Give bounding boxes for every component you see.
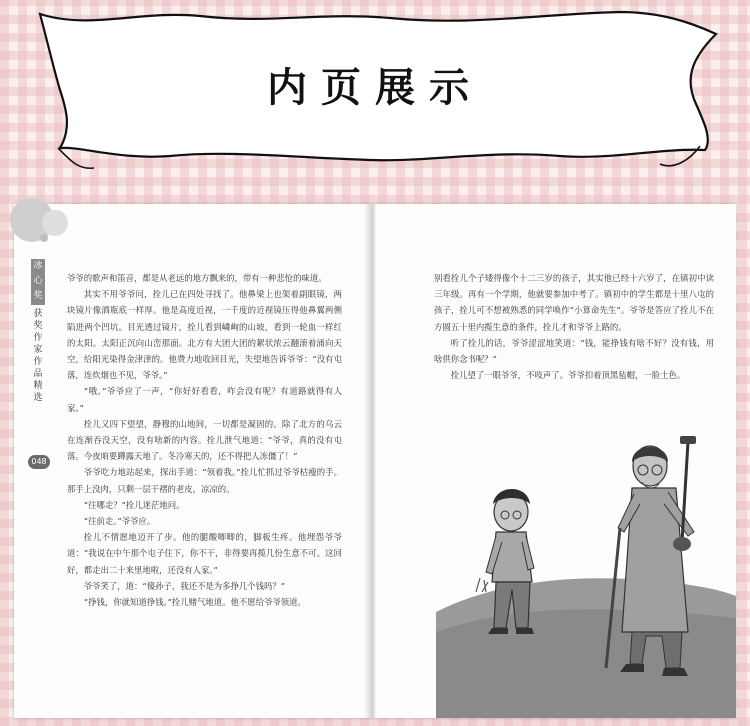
paragraph: 爷爷笑了，道：“傻孙子，我还不是为多挣几个钱吗？” bbox=[83, 580, 285, 591]
paragraph: 爷爷吃力地站起来，探出手道：“领着我。”拴儿忙抓过爷爷枯瘦的手。那手上没肉，只剩一层干褶的老皮，凉凉的。 bbox=[67, 467, 342, 494]
decor-dot bbox=[40, 234, 48, 242]
decor-circle bbox=[42, 210, 68, 236]
paragraph: 听了拴儿的话，爷爷涩涩地笑道：“钱，能挣钱有啥不好？没有钱，用啥供你念书呢？” bbox=[434, 337, 714, 365]
book-spread bbox=[14, 204, 736, 718]
series-name: 获奖作家作品精选 bbox=[33, 309, 43, 403]
banner bbox=[0, 0, 750, 190]
paragraph: 拴儿又四下望望，静穆的山地间，一切都是凝固的。除了北方的乌云在连渐吞没天空，没有啥新的内容。拴儿泄气地道：“爷爷，真的没有屯落。今夜咱要蹲露天地了。冬冷寒天的，还不得把人冻僵了！” bbox=[67, 418, 342, 462]
paragraph: “往哪走？”拴儿迷茫地问。 bbox=[83, 499, 185, 510]
paragraph: 别看拴儿个子矮得像个十二三岁的孩子，其实他已经十六岁了，在镇初中读三年级。再有一个学期，他就要参加中考了。镇初中的学生都是十里八屯的孩子，拴儿可不想被熟悉的同学唤作“小算命先生”。爷爷是答应了拴儿不在方圆五十里内揽生意的条件，拴儿才和爷爷上路的。 bbox=[434, 273, 714, 332]
story-illustration bbox=[436, 432, 736, 718]
paragraph: 拴儿望了一眼爷爷，不吱声了。爷爷扣着顶黑毡帽，一脸土色。 bbox=[450, 370, 686, 381]
paragraph: 拴儿不情愿地迈开了步。他的腿酸唧唧的，脚板生疼。他埋怨爷爷道：“我说在中午那个屯子住下，你不干，非得要再揽几份生意不可。这回好，都走出二十来里地啦，还没有人家。” bbox=[67, 532, 342, 575]
series-badge: 冰心奖 bbox=[31, 259, 45, 305]
paragraph: 其实不用爷爷问，拴儿已在四处寻找了。他鼻梁上也架着副眼镜，两块镜片像酒瓶底一样厚。他是高度近视，一千度的近视镜压得他鼻翼两侧陷进两个凹坑。目光透过镜片，拴儿看到嶙峋的山坡，看到一轮血一样红的太阳。太阳正沉向山峦那面。北方有大团大团的絮状浓云翻滚着涌向天空，给阳光染得金津津的。他费力地收回目光，失望地告诉爷爷：“没有屯落，连炊烟也不见，爷爷。” bbox=[67, 289, 342, 381]
paragraph: “往前走。”爷爷应。 bbox=[83, 516, 156, 527]
paragraph: “挣钱，你就知道挣钱。”拴儿赌气地道。他不愿给爷爷领道。 bbox=[83, 597, 306, 608]
left-page bbox=[14, 204, 372, 718]
page-number: 048 bbox=[28, 455, 50, 469]
paragraph: “哦。”爷爷应了一声，“你好好看看，咋会没有呢？有道路就得有人家。” bbox=[67, 386, 342, 413]
left-body-text bbox=[67, 270, 342, 610]
right-body-text bbox=[434, 270, 714, 383]
banner-title: 内页展示 bbox=[267, 64, 483, 111]
paragraph: 爷爷的歌声和笛音，都是从老远的地方飘来的，带有一种悲怆的味道。 bbox=[67, 273, 327, 283]
right-page bbox=[376, 204, 736, 718]
